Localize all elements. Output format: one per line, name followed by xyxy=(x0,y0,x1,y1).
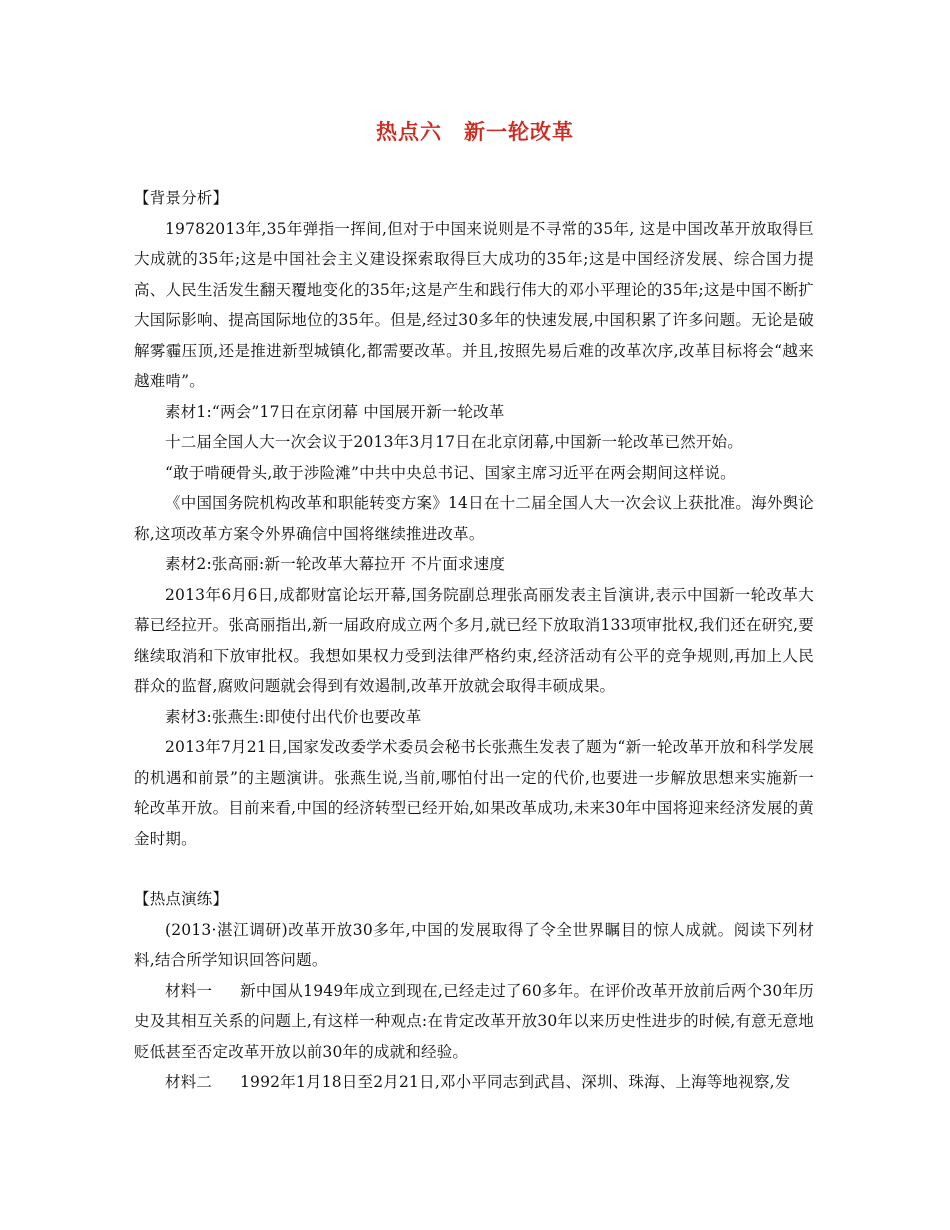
background-heading: 【背景分析】 xyxy=(134,189,229,207)
material-1-title: 素材1:“两会”17日在京闭幕 中国展开新一轮改革 xyxy=(165,402,505,421)
title-part-1: 热点六 xyxy=(376,120,442,144)
practice-intro: (2013·湛江调研)改革开放30多年,中国的发展取得了令全世界瞩目的惊人成就。阅读下列材料,结合所学知识回答问题。 xyxy=(134,920,814,969)
document-body xyxy=(134,183,814,1098)
background-paragraph: 19782013年,35年弹指一挥间,但对于中国来说则是不寻常的35年, 这是中国改革开放取得巨大成就的35年;这是中国社会主义建设探索取得巨大成功的35年;这是中国经济发展、综合国力提高、人民生活发生翻天覆地变化的35年;这是产生和践行伟大的邓小平理论的35年;这是中国不断扩大国际影响、提高国际地位的35年。但是,经过30多年的快速发展,中国积累了许多问题。无论是破解雾霾压顶,还是推进新型城镇化,都需要改革。并且,按照先易后难的改革次序,改革目标将会“越来越难啃”。 xyxy=(134,219,814,390)
practice-material-1 xyxy=(134,976,814,1068)
material-1-label: 材料一 xyxy=(165,981,213,1000)
material-1-paragraph-1: 十二届全国人大一次会议于2013年3月17日在北京闭幕,中国新一轮改革已然开始。 xyxy=(165,433,743,451)
practice-material-2 xyxy=(134,1067,814,1098)
material-1-paragraph-3: 《中国国务院机构改革和职能转变方案》14日在十二届全国人大一次会议上获批准。海外舆论称,这项改革方案令外界确信中国将继续推进改革。 xyxy=(134,494,814,543)
title-part-2: 新一轮改革 xyxy=(464,120,574,144)
material-2-label: 材料二 xyxy=(165,1073,213,1091)
section-spacer xyxy=(134,854,814,884)
material-1-paragraph-2: “敢于啃硬骨头,敢于涉险滩”中共中央总书记、国家主席习近平在两会期间这样说。 xyxy=(165,463,736,482)
practice-heading: 【热点演练】 xyxy=(134,890,229,908)
material-3-title: 素材3:张燕生:即使付出代价也要改革 xyxy=(165,707,422,726)
material-2-text: 1992年1月18日至2月21日,邓小平同志到武昌、深圳、珠海、上海等地视察,发 xyxy=(240,1073,791,1091)
material-1-text: 新中国从1949年成立到现在,已经走过了60多年。在评价改革开放前后两个30年历史及其相互关系的问题上,有这样一种观点:在肯定改革开放30年以来历史性进步的时候,有意无意地贬低甚至否定改革开放以前30年的成就和经验。 xyxy=(134,981,814,1061)
material-3-paragraph: 2013年7月21日,国家发改委学术委员会秘书长张燕生发表了题为“新一轮改革开放和科学发展的机遇和前景”的主题演讲。张燕生说,当前,哪怕付出一定的代价,也要进一步解放思想来实施新一轮改革开放。目前来看,中国的经济转型已经开始,如果改革成功,未来30年中国将迎来经济发展的黄金时期。 xyxy=(134,738,814,848)
material-2-title: 素材2:张高丽:新一轮改革大幕拉开 不片面求速度 xyxy=(165,555,506,573)
material-2-paragraph: 2013年6月6日,成都财富论坛开幕,国务院副总理张高丽发表主旨演讲,表示中国新一轮改革大幕已经拉开。张高丽指出,新一届政府成立两个多月,就已经下放取消133项审批权,我们还在研究,要继续取消和下放审批权。我想如果权力受到法律严格约束,经济活动有公平的竞争规则,再加上人民群众的监督,腐败问题就会得到有效遏制,改革开放就会取得丰硕成果。 xyxy=(134,585,814,695)
page-title xyxy=(0,116,950,146)
